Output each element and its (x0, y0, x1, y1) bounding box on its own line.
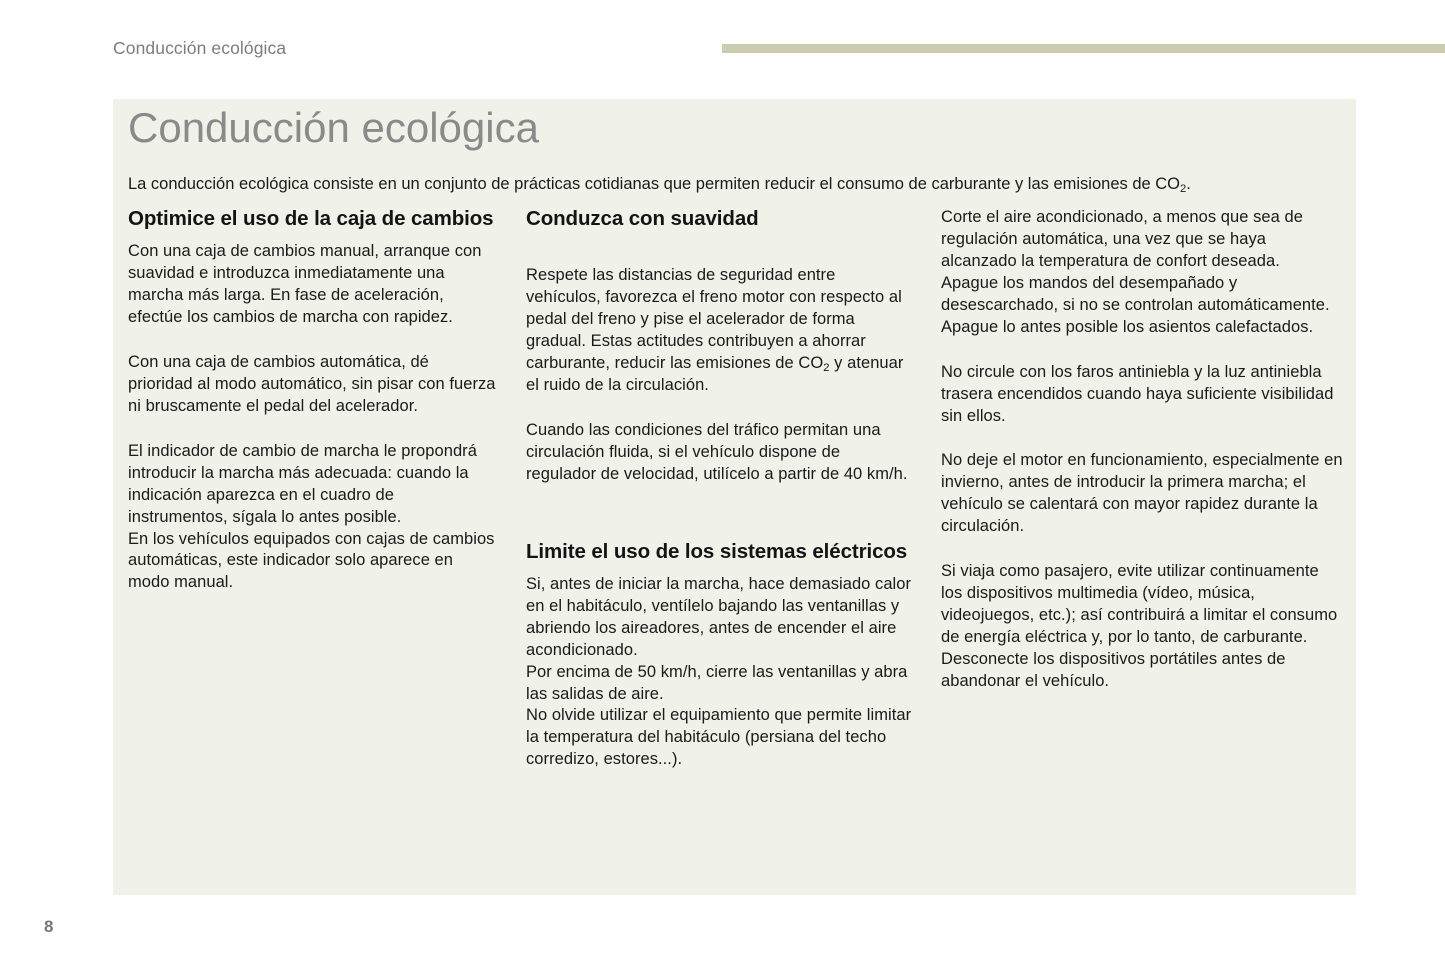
paragraph: Apague lo antes posible los asientos calefactados. (941, 317, 1314, 336)
paragraph: Corte el aire acondicionado, a menos que sea de regulación automática, una vez que se haya alcanzado la temperatura de confort deseada. (941, 208, 1303, 270)
heading-conduzca-con-suavidad: Conduzca con suavidad (526, 207, 759, 230)
heading-optimice-caja-cambios: Optimice el uso de la caja de cambios (128, 207, 494, 230)
co2-subscript: 2 (1180, 182, 1187, 195)
paragraph: Con una caja de cambios manual, arranque con suavidad e introduzca inmediatamente una marcha más larga. En fase de aceleración, efectúe los cambios de marcha con rapidez. (128, 242, 482, 326)
paragraph: Apague los mandos del desempañado y desescarchado, si no se controlan automáticamente. (941, 273, 1330, 314)
page-subtitle (128, 174, 1346, 195)
page-title: Conducción ecológica (128, 104, 539, 151)
paragraph: El indicador de cambio de marcha le propondrá introducir la marcha más adecuada: cuando la indicación aparezca en el cuadro de instrumentos, sígala lo antes posible. (128, 441, 477, 526)
paragraph: No circule con los faros antiniebla y la luz antiniebla trasera encendidos cuando haya suficiente visibilidad sin ellos. (941, 362, 1334, 425)
page-number: 8 (44, 917, 54, 936)
column-gearbox (128, 207, 526, 594)
paragraph: En los vehículos equipados con cajas de cambios automáticas, este indicador solo aparece en modo manual. (128, 529, 495, 592)
paragraph: Si, antes de iniciar la marcha, hace demasiado calor en el habitáculo, ventílelo bajando las ventanillas y abriendo los aireadores, antes de encender el aire acondicionado. (526, 574, 912, 659)
paragraph: Cuando las condiciones del tráfico permitan una circulación fluida, si el vehículo dispone de regulador de velocidad, utilícelo a partir de 40 km/h. (526, 420, 908, 483)
paragraph: Con una caja de cambios automática, dé prioridad al modo automático, sin pisar con fuerza ni bruscamente el pedal del acelerador. (128, 352, 496, 415)
paragraph: Si viaja como pasajero, evite utilizar continuamente los dispositivos multimedia (vídeo, música, videojuegos, etc.); así contribuirá a limitar el consumo de energía eléctrica y, por lo tanto, de carburante. (941, 562, 1338, 646)
column-electrical-tips (941, 207, 1343, 693)
header-accent-rule (722, 44, 1445, 53)
running-header-title: Conducción ecológica (113, 38, 287, 58)
paragraph-text-part-1: Respete las distancias de seguridad entre vehículos, favorezca el freno motor con respecto al pedal del freno y pise el acelerador de forma gradual. Estas actitudes contribuyen a ahorrar carburante, reducir las emisiones de CO (526, 266, 902, 372)
column-smooth-driving (526, 207, 941, 771)
paragraph: No deje el motor en funcionamiento, especialmente en invierno, antes de introducir la primera marcha; el vehículo se calentará con mayor rapidez durante la circulación. (941, 451, 1343, 536)
page-subtitle-text: La conducción ecológica consiste en un conjunto de prácticas cotidianas que permiten reducir el consumo de carburante y las emisiones de CO (128, 174, 1181, 193)
paragraph-text-part-2: y atenuar el ruido de la circulación. (526, 353, 904, 394)
paragraph: Desconecte los dispositivos portátiles antes de abandonar el vehículo. (941, 649, 1286, 690)
heading-limite-sistemas-electricos: Limite el uso de los sistemas eléctricos (526, 539, 908, 563)
page-subtitle-suffix: . (1186, 174, 1191, 193)
paragraph (526, 265, 913, 397)
content-panel (113, 99, 1356, 895)
article-columns (128, 207, 1343, 771)
co2-subscript: 2 (823, 362, 830, 375)
heading-spacer (526, 241, 913, 265)
paragraph: No olvide utilizar el equipamiento que permite limitar la temperatura del habitáculo (persiana del techo corredizo, estores...). (526, 706, 912, 769)
paragraph: Por encima de 50 km/h, cierre las ventanillas y abra las salidas de aire. (526, 662, 908, 703)
